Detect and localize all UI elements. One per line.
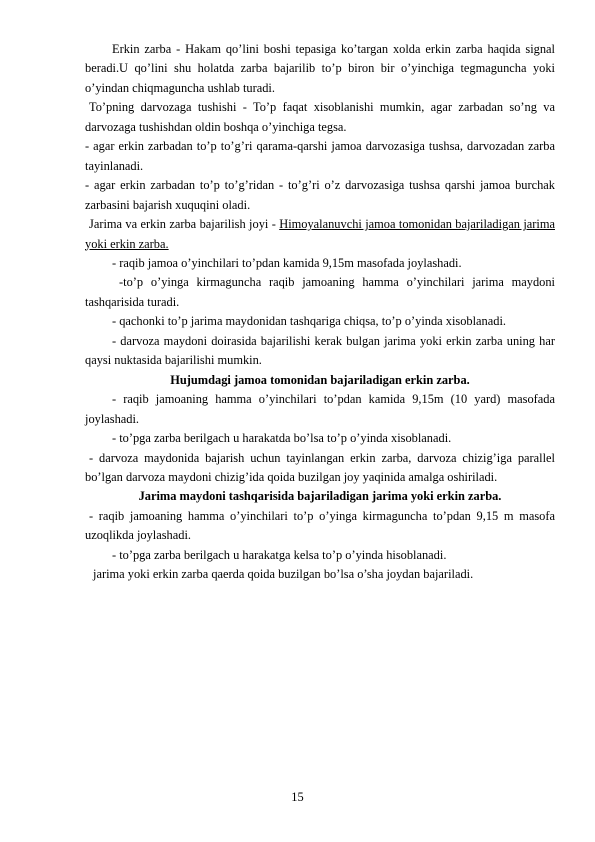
heading-attacking-team-kick: Hujumdagi jamoa tomonidan bajariladigan erkin zarba. <box>170 372 470 387</box>
defending-team-kick-link[interactable]: Himoyalanuvchi jamoa tomonidan bajariladigan jarima yoki erkin zarba. <box>85 217 555 251</box>
paragraph-goal-area-kick: - darvoza maydoni doirasida bajarilishi kerak bulgan jarima yoki erkin zarba uning har qaysi nuktasida bajarilishi mumkin. <box>85 333 555 368</box>
paragraph-outside-penalty-area: -to’p o’yinga kirmaguncha raqib jamoaning hamma o’yinchilari jarima maydoni tashqarisida turadi. <box>85 275 555 309</box>
kick-location-label: Jarima va erkin zarba bajarilish joyi - <box>89 217 280 232</box>
paragraph-free-kick-signal: Erkin zarba - Hakam qo’lini boshi tepasiga ko’targan xolda erkin zarba haqida signal beradi.U qo’lini shu holatda zarba bajarilib to’p biron bir o’yinchiga tegmaguncha yoki o’yindan chiqmaguncha ushlab turadi. <box>85 42 555 95</box>
paragraph-outside-ball-moving: - to’pga zarba berilgach u harakatga kelsa to’p o’yinda hisoblanadi. <box>112 547 447 562</box>
paragraph-opponent-goal: - agar erkin zarbadan to’p to’g’ri qarama-qarshi jamoa darvozasiga tushsa, darvozadan zarba tayinlanadi. <box>85 139 555 173</box>
paragraph-attack-opponent-distance: - raqib jamoaning hamma o’yinchilari to’pdan kamida 9,15m (10 yard) masofada joylashadi. <box>85 392 555 426</box>
paragraph-attack-ball-moving: - to’pga zarba berilgach u harakatda bo’lsa to’p o’yinda xisoblanadi. <box>112 431 452 446</box>
paragraph-kick-location <box>85 215 555 254</box>
heading-outside-penalty-area-kick: Jarima maydoni tashqarisida bajariladigan jarima yoki erkin zarba. <box>138 489 502 504</box>
paragraph-own-goal: - agar erkin zarbadan to’p to’g’ridan - to’g’ri o’z darvozasiga tushsa qarshi jamoa burchak zarbasini bajarish xuquqini oladi. <box>85 178 555 212</box>
document-page <box>85 40 555 585</box>
paragraph-kick-taken-location: jarima yoki erkin zarba qaerda qoida buzilgan bo’lsa o’sha joydan bajariladi. <box>93 567 474 582</box>
page-number: 15 <box>291 790 304 804</box>
paragraph-goal-area-line: - darvoza maydonida bajarish uchun tayinlangan erkin zarba, darvoza chizig’iga parallel bo’lgan darvoza maydoni chizig’ida qoida buzilgan joy yaqinida amalga oshiriladi. <box>85 450 555 484</box>
paragraph-outside-opponent-distance: - raqib jamoaning hamma o’yinchilari to’p o’yinga kirmaguncha to’pdan 9,15 m masofa uzoqlikda joylashadi. <box>85 508 555 543</box>
paragraph-ball-in-play: - qachonki to’p jarima maydonidan tashqariga chiqsa, to’p o’yinda xisoblanadi. <box>112 314 506 329</box>
paragraph-goal-counting: To’pning darvozaga tushishi - To’p faqat xisoblanishi mumkin, agar zarbadan so’ng va darvozaga tushishdan oldin boshqa o’yinchiga tegsa. <box>85 100 555 134</box>
paragraph-opponent-distance: - raqib jamoa o’yinchilari to’pdan kamida 9,15m masofada joylashadi. <box>112 255 462 270</box>
